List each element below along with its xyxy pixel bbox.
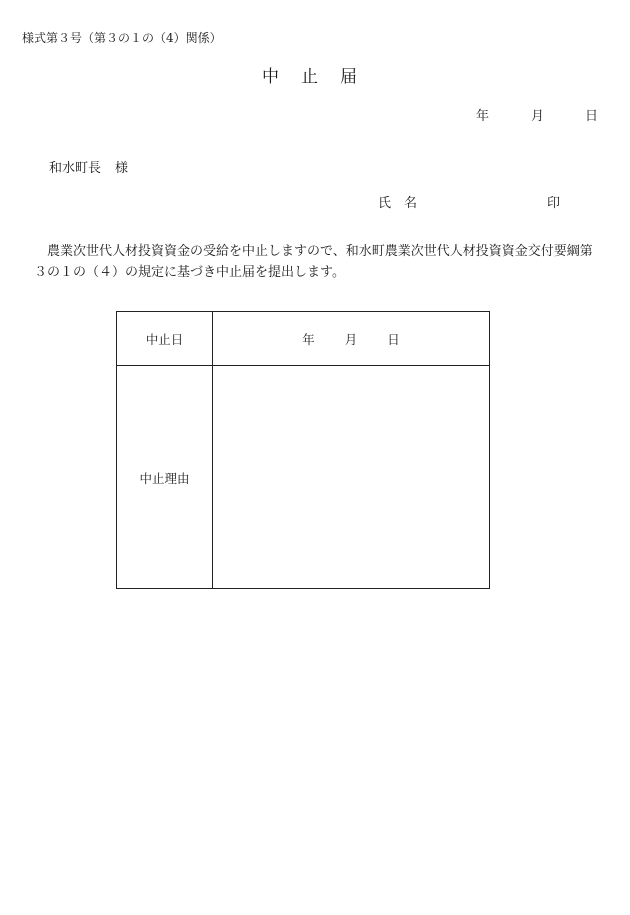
submission-month-label: 月 bbox=[531, 109, 545, 124]
title-char: 届 bbox=[340, 67, 357, 87]
body-line: ３の１の（４）の規定に基づき中止届を提出します。 bbox=[34, 265, 345, 280]
title-char: 中 bbox=[262, 67, 279, 87]
form-number: 様式第３号（第３の１の（4）関係） bbox=[22, 31, 222, 45]
submission-year-label: 年 bbox=[476, 109, 490, 124]
applicant-name-label: 氏 名 bbox=[378, 196, 418, 211]
stop-year-label: 年 bbox=[302, 332, 315, 347]
addressee-name: 和水町長 bbox=[49, 161, 102, 176]
stop-reason-label: 中止理由 bbox=[139, 471, 190, 486]
stop-date-field[interactable] bbox=[213, 330, 489, 348]
body-line: 農業次世代人材投資資金の受給を中止しますので、和水町農業次世代人材投資資金交付要綱第 bbox=[47, 244, 593, 259]
title-char: 止 bbox=[301, 67, 318, 87]
seal-label: 印 bbox=[547, 196, 561, 211]
stop-month-label: 月 bbox=[344, 332, 358, 347]
addressee-honorific: 様 bbox=[115, 161, 129, 176]
stop-details-table bbox=[116, 311, 490, 589]
stop-day-label: 日 bbox=[387, 332, 400, 347]
stop-date-label: 中止日 bbox=[145, 332, 184, 347]
body-text bbox=[34, 241, 616, 283]
submission-day-label: 日 bbox=[585, 109, 599, 124]
addressee bbox=[49, 157, 128, 176]
stop-reason-field[interactable] bbox=[213, 366, 489, 588]
form-title bbox=[262, 62, 357, 87]
